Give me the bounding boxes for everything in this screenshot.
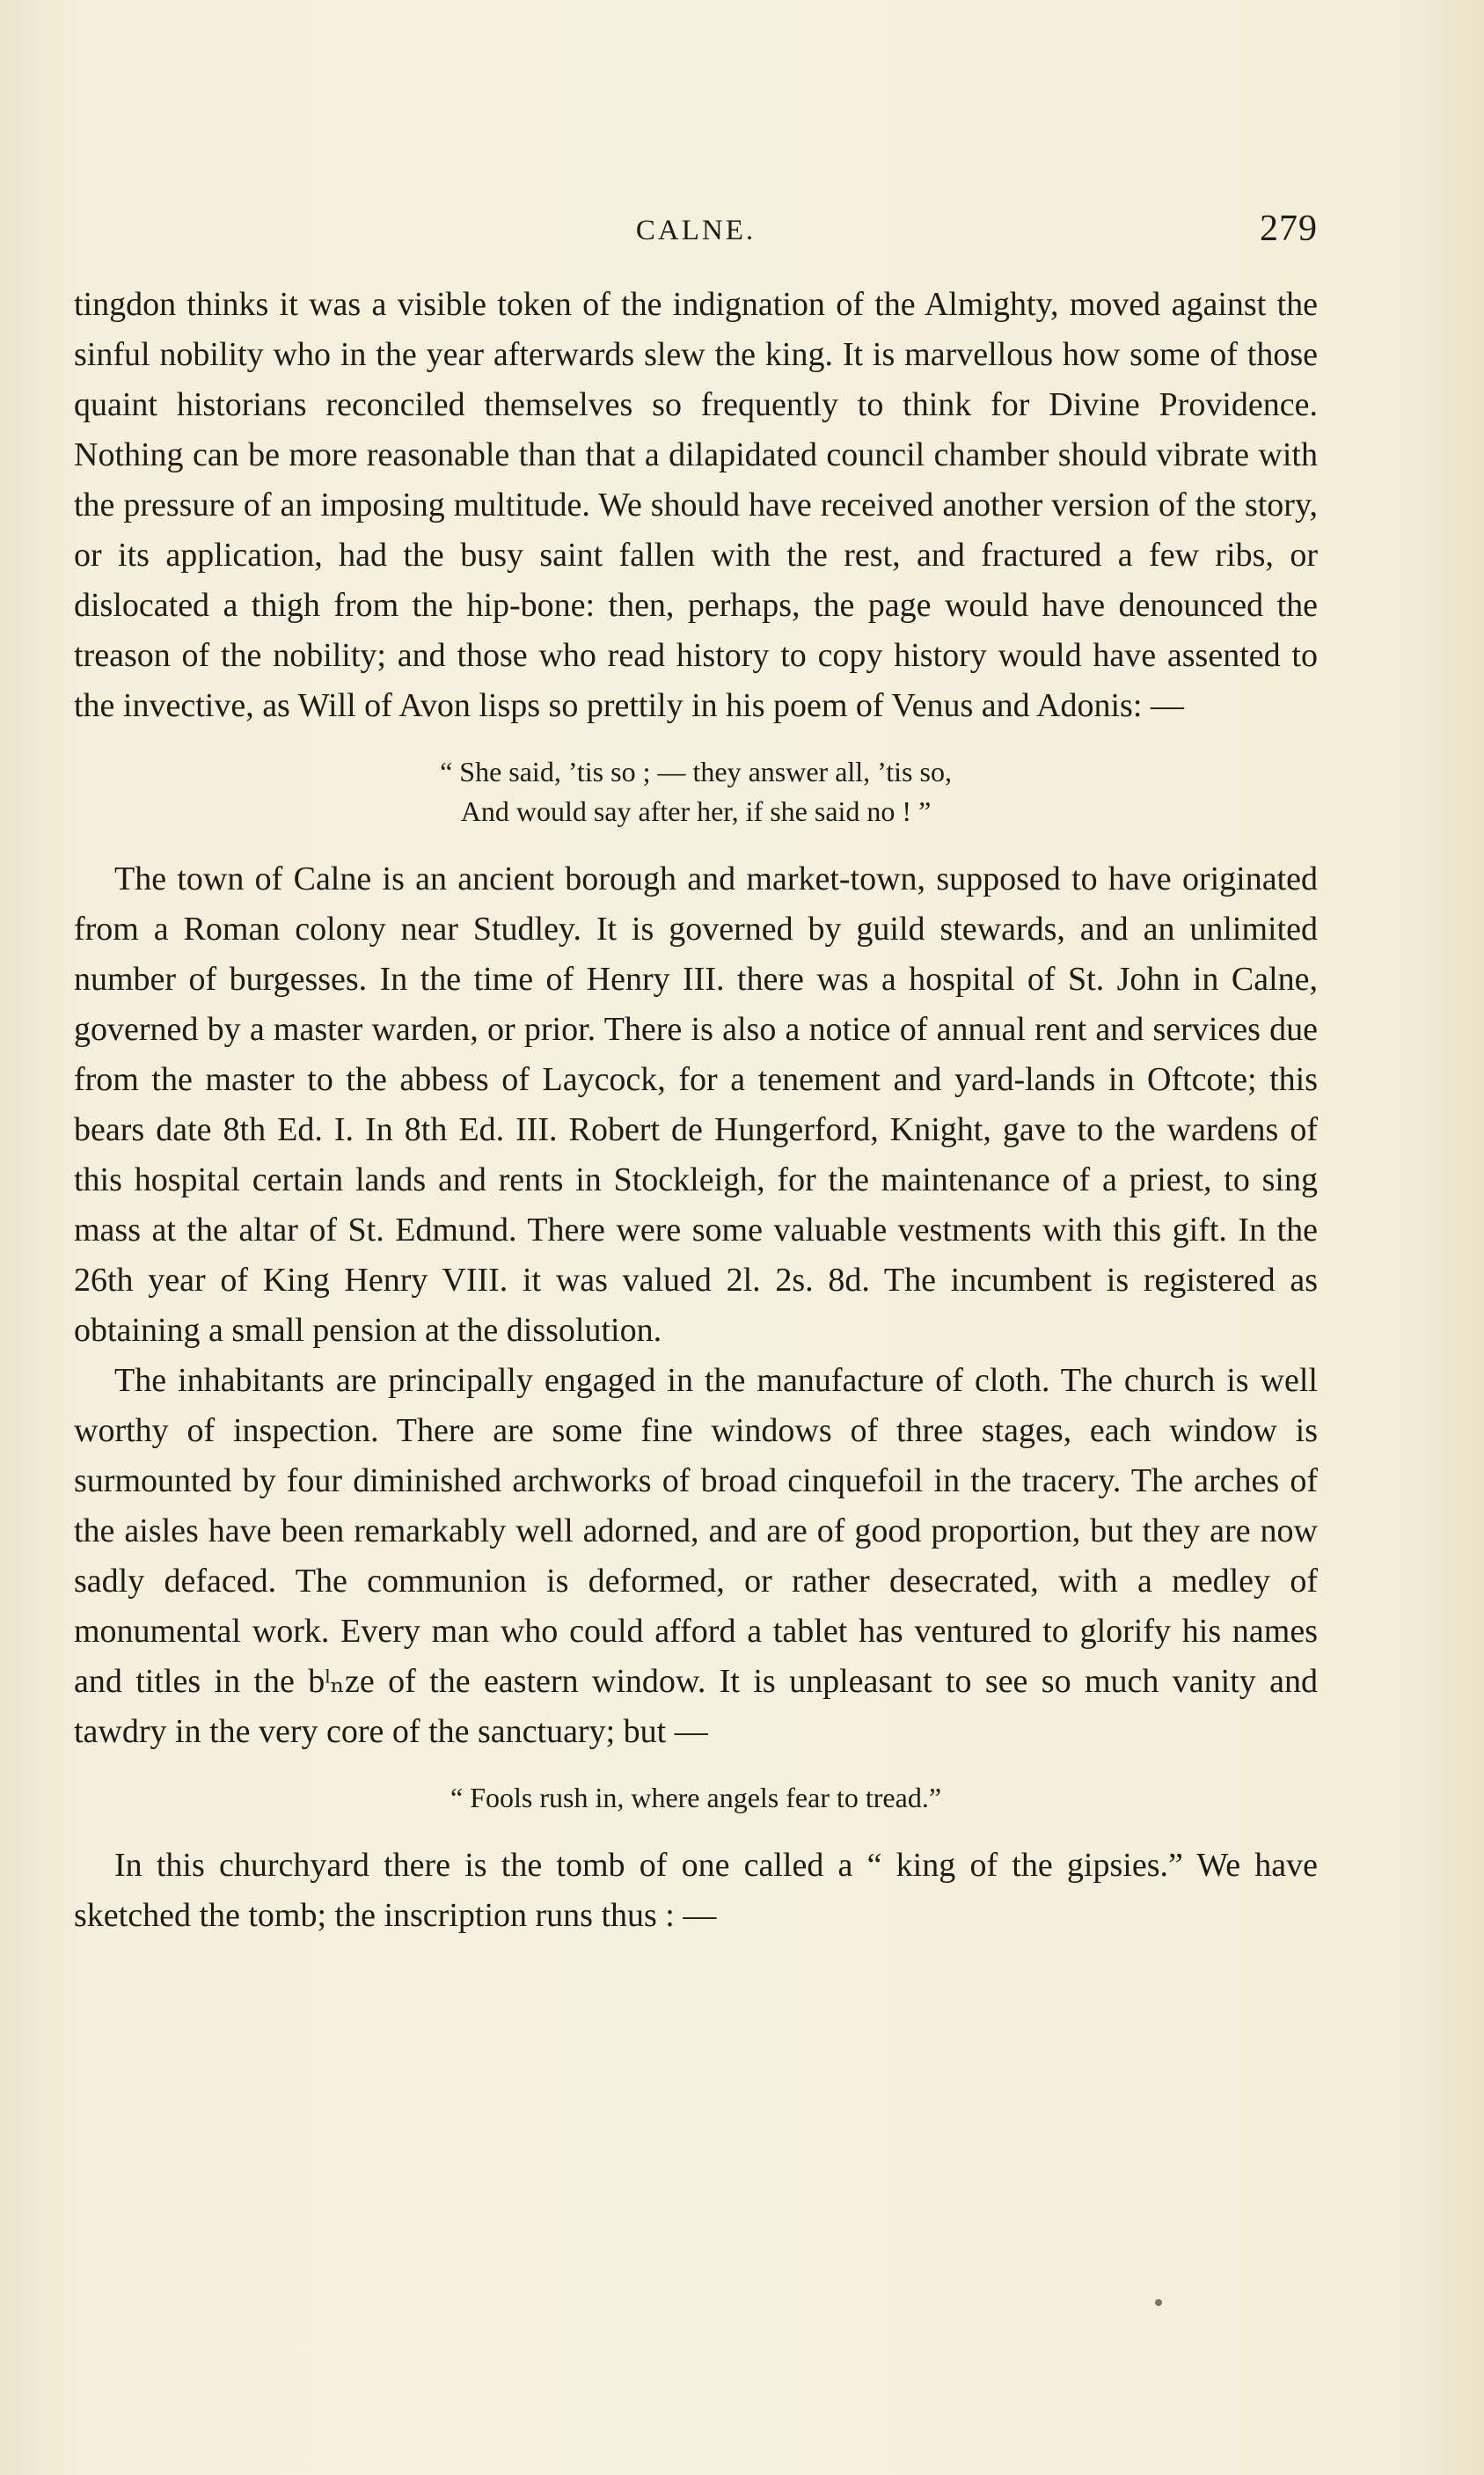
- verse-quote: [74, 752, 1318, 831]
- paragraph-2: The town of Calne is an ancient borough and market-town, supposed to have originated from a Roman colony near Studley. It is governed by guild stewards, and an unlimited number of burgesses. In the time of Henry III. there was a hospital of St. John in Calne, governed by a master warden, or prior. There is also a notice of annual rent and services due from the master to the abbess of Laycock, for a tenement and yard-lands in Oftcote; this bears date 8th Ed. I. In 8th Ed. III. Robert de Hungerford, Knight, gave to the wardens of this hospital certain lands and rents in Stockleigh, for the maintenance of a priest, to sing mass at the altar of St. Edmund. There were some valuable vestments with this gift. In the 26th year of King Henry VIII. it was valued 2l. 2s. 8d. The incumbent is registered as obtaining a small pension at the dissolution.: [74, 860, 1318, 1349]
- paragraph-4: In this churchyard there is the tomb of one called a “ king of the gipsies.” We have sketched the tomb; the inscription runs thus : —: [74, 1847, 1318, 1934]
- pope-quote: “ Fools rush in, where angels fear to tread.”: [450, 1782, 942, 1813]
- page-number: 279: [1260, 209, 1318, 249]
- running-head: [74, 208, 1318, 260]
- paragraph-3: The inhabitants are principally engaged in the manufacture of cloth. The church is well worthy of inspection. There are some fine windows of three stages, each window is surmounted by four diminished archworks of broad cinquefoil in the tracery. The arches of the aisles have been remarkably well adorned, and are of good proportion, but they are now sadly defaced. The communion is deformed, or rather desecrated, with a medley of monumental work. Every man who could afford a tablet has ventured to glorify his names and titles in the bˡₙze of the eastern window. It is unpleasant to see so much vanity and tawdry in the very core of the sanctuary; but —: [74, 1362, 1318, 1750]
- main-text: [74, 280, 1318, 1941]
- running-title: CALNE.: [635, 215, 757, 246]
- stray-mark: [1155, 2299, 1162, 2306]
- verse-line-1: “ She said, ’tis so ; — they answer all, ’tis so,: [440, 756, 952, 787]
- verse-line-2: And would say after her, if she said no ! ”: [460, 795, 932, 827]
- paragraph-1: tingdon thinks it was a visible token of the indignation of the Almighty, moved against the sinful nobility who in the year afterwards slew the king. It is marvellous how some of those quaint historians reconciled themselves so frequently to think for Divine Providence. Nothing can be more reasonable than that a dilapidated council chamber should vibrate with the pressure of an imposing multitude. We should have received another version of the story, or its application, had the busy saint fallen with the rest, and fractured a few ribs, or dislocated a thigh from the hip-bone: then, perhaps, the page would have denounced the treason of the nobility; and those who read history to copy history would have assented to the invective, as Will of Avon lisps so prettily in his poem of Venus and Adonis: —: [74, 286, 1318, 724]
